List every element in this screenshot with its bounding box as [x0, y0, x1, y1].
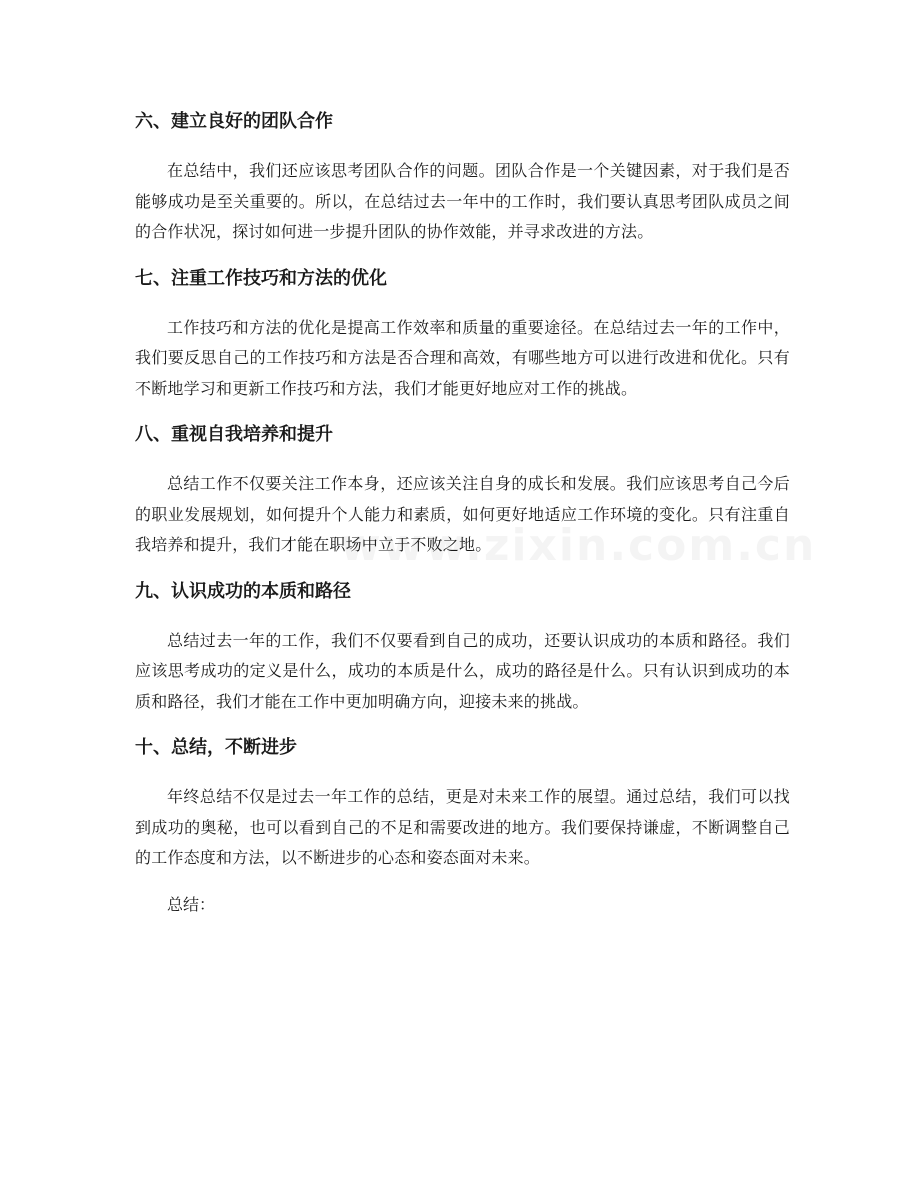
section-heading-7: 七、注重工作技巧和方法的优化 — [135, 267, 387, 289]
section-body-9: 总结过去一年的工作，我们不仅要看到自己的成功，还要认识成功的本质和路径。我们应该思考成功的定义是什么，成功的本质是什么，成功的路径是什么。只有认识到成功的本质和路径，我们才能在工作中更加明确方向，迎接未来的挑战。 — [135, 630, 790, 711]
section-heading-8: 八、重视自我培养和提升 — [135, 424, 333, 445]
section-body-7: 工作技巧和方法的优化是提高工作效率和质量的重要途径。在总结过去一年的工作中，我们要反思自己的工作技巧和方法是否合理和高效，有哪些地方可以进行改进和优化。只有不断地学习和更新工作技巧和方法，我们才能更好地应对工作的挑战。 — [135, 317, 790, 398]
section-heading-10: 十、总结，不断进步 — [135, 737, 297, 758]
document-content — [135, 104, 790, 920]
section-heading-9: 九、认识成功的本质和路径 — [135, 580, 351, 602]
closing-label: 总结： — [167, 894, 216, 914]
section-body-10: 年终总结不仅是过去一年工作的总结，更是对未来工作的展望。通过总结，我们可以找到成功的奥秘，也可以看到自己的不足和需要改进的地方。我们要保持谦虚，不断调整自己的工作态度和方法，以不断进步的心态和姿态面对未来。 — [135, 787, 790, 867]
section-body-6: 在总结中，我们还应该思考团队合作的问题。团队合作是一个关键因素，对于我们是否能够成功是至关重要的。所以，在总结过去一年中的工作时，我们要认真思考团队成员之间的合作状况，探讨如何进一步提升团队的协作效能，并寻求改进的方法。 — [135, 161, 790, 241]
section-heading-6: 六、建立良好的团队合作 — [135, 111, 333, 132]
section-body-8: 总结工作不仅要关注工作本身，还应该关注自身的成长和发展。我们应该思考自己今后的职业发展规划，如何提升个人能力和素质，如何更好地适应工作环境的变化。只有注重自我培养和提升，我们才能在职场中立于不败之地。 — [135, 474, 790, 554]
